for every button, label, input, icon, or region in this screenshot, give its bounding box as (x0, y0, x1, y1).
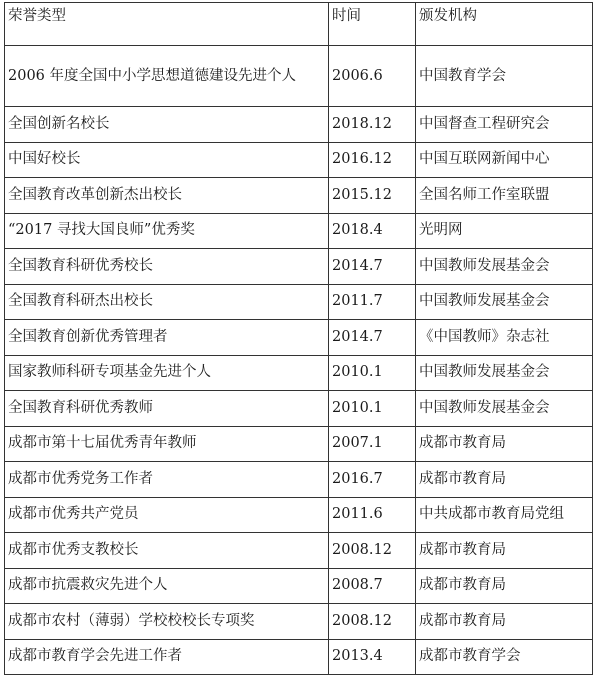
org-cell: 中国教师发展基金会 (416, 355, 593, 391)
honor-cell: 中国好校长 (5, 142, 329, 178)
table-row (5, 533, 593, 569)
honor-cell: 全国教育科研优秀校长 (5, 249, 329, 285)
honor-cell: 全国教育科研优秀教师 (5, 391, 329, 427)
date-cell: 2018.12 (329, 107, 416, 143)
honor-cell: 成都市教育学会先进工作者 (5, 639, 329, 675)
org-cell: 成都市教育局 (416, 462, 593, 498)
table-row (5, 462, 593, 498)
org-cell: 中国教师发展基金会 (416, 249, 593, 285)
table-row (5, 142, 593, 178)
honors-table (4, 2, 593, 675)
org-cell: 全国名师工作室联盟 (416, 178, 593, 214)
org-cell: 中国教师发展基金会 (416, 391, 593, 427)
honor-cell: 国家教师科研专项基金先进个人 (5, 355, 329, 391)
date-cell: 2011.6 (329, 497, 416, 533)
date-cell: 2008.12 (329, 604, 416, 640)
date-cell: 2018.4 (329, 213, 416, 249)
date-cell: 2014.7 (329, 249, 416, 285)
org-cell: 成都市教育局 (416, 604, 593, 640)
org-cell: 中国教育学会 (416, 46, 593, 107)
table-row (5, 213, 593, 249)
honor-cell: 成都市第十七届优秀青年教师 (5, 426, 329, 462)
org-cell: 中共成都市教育局党组 (416, 497, 593, 533)
honor-cell: 全国教育科研杰出校长 (5, 284, 329, 320)
table-row (5, 355, 593, 391)
header-time: 时间 (329, 3, 416, 46)
date-cell: 2008.7 (329, 568, 416, 604)
org-cell: 成都市教育局 (416, 533, 593, 569)
org-cell: 中国互联网新闻中心 (416, 142, 593, 178)
honor-cell: “2017 寻找大国良师”优秀奖 (5, 213, 329, 249)
honor-cell: 成都市抗震救灾先进个人 (5, 568, 329, 604)
table-row (5, 249, 593, 285)
org-cell: 成都市教育局 (416, 426, 593, 462)
table-row (5, 391, 593, 427)
header-issuing-org: 颁发机构 (416, 3, 593, 46)
table-row (5, 426, 593, 462)
header-honor-type: 荣誉类型 (5, 3, 329, 46)
honor-cell: 全国创新名校长 (5, 107, 329, 143)
table-row (5, 178, 593, 214)
date-cell: 2008.12 (329, 533, 416, 569)
table-row (5, 46, 593, 107)
honor-cell: 成都市优秀党务工作者 (5, 462, 329, 498)
table-row (5, 320, 593, 356)
honor-cell: 全国教育改革创新杰出校长 (5, 178, 329, 214)
org-cell: 中国教师发展基金会 (416, 284, 593, 320)
org-cell: 成都市教育学会 (416, 639, 593, 675)
org-cell: 成都市教育局 (416, 568, 593, 604)
date-cell: 2010.1 (329, 391, 416, 427)
org-cell: 中国督查工程研究会 (416, 107, 593, 143)
honor-cell: 成都市优秀共产党员 (5, 497, 329, 533)
table-row (5, 284, 593, 320)
honor-cell: 2006 年度全国中小学思想道德建设先进个人 (5, 46, 329, 107)
table-row (5, 107, 593, 143)
date-cell: 2010.1 (329, 355, 416, 391)
date-cell: 2016.12 (329, 142, 416, 178)
honor-cell: 成都市农村（薄弱）学校校校长专项奖 (5, 604, 329, 640)
date-cell: 2011.7 (329, 284, 416, 320)
honor-cell: 成都市优秀支教校长 (5, 533, 329, 569)
table-row (5, 497, 593, 533)
date-cell: 2007.1 (329, 426, 416, 462)
table-row (5, 639, 593, 675)
org-cell: 光明网 (416, 213, 593, 249)
org-cell: 《中国教师》杂志社 (416, 320, 593, 356)
table-row (5, 604, 593, 640)
date-cell: 2015.12 (329, 178, 416, 214)
date-cell: 2014.7 (329, 320, 416, 356)
table-row (5, 568, 593, 604)
honor-cell: 全国教育创新优秀管理者 (5, 320, 329, 356)
date-cell: 2006.6 (329, 46, 416, 107)
date-cell: 2016.7 (329, 462, 416, 498)
date-cell: 2013.4 (329, 639, 416, 675)
table-header-row (5, 3, 593, 46)
